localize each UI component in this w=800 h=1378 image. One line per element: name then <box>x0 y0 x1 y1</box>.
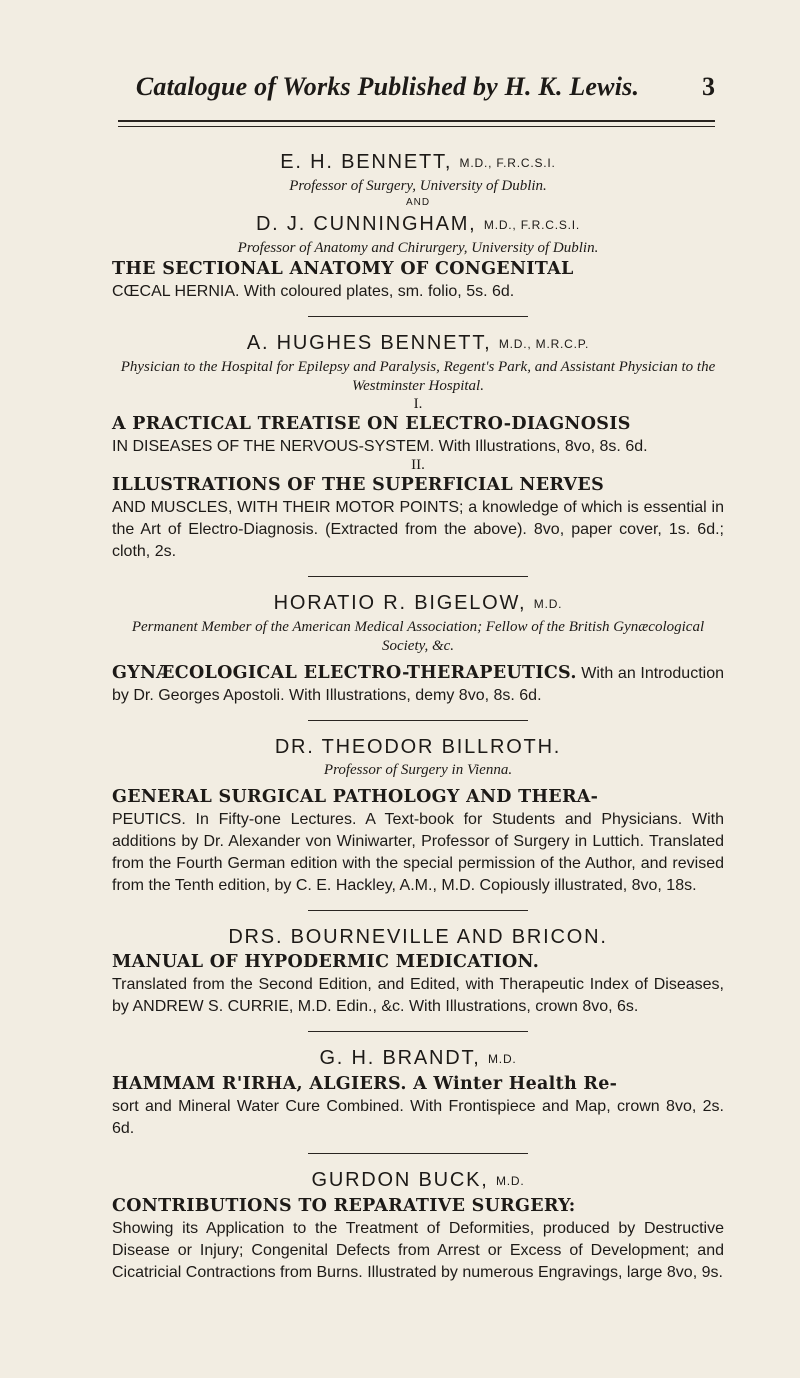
author-name: A. HUGHES BENNETT, M.D., M.R.C.P. <box>246 332 590 354</box>
work-numeral: II. <box>411 457 425 473</box>
work-item <box>112 413 724 457</box>
running-title: Catalogue of Works Published by H. K. Lewis. <box>135 72 640 101</box>
work-description: AND MUSCLES, WITH THEIR MOTOR POINTS; a knowledge of which is essential in the Art of Electro-Diagnosis. (Extracted from the above). 8vo, paper cover, 1s. 6d.; cloth, 2s. <box>112 499 724 560</box>
work-numeral: I. <box>413 396 423 412</box>
header-rule <box>118 120 715 122</box>
conjunction: AND <box>405 197 431 208</box>
work-description: Showing its Application to the Treatment of Deformities, produced by Destructive Disease or Injury; Congenital Defects from Arrest or Excess of Development; and Cicatricial Contractions from Burns. Illustrated by numerous Engravings, large 8vo, 9s. <box>112 1220 724 1281</box>
author-position: Permanent Member of the American Medical Association; Fellow of the British Gynæcological Society, &c. <box>131 619 705 654</box>
catalogue-entries <box>112 140 724 1283</box>
header-rule-thin <box>118 126 715 127</box>
work-title: ILLUSTRATIONS OF THE SUPERFICIAL NERVES <box>112 475 605 495</box>
section-divider <box>308 720 528 721</box>
catalogue-entry <box>112 923 724 1017</box>
work-item <box>112 662 724 706</box>
section-divider <box>308 910 528 911</box>
work-description: IN DISEASES OF THE NERVOUS-SYSTEM. With Illustrations, 8vo, 8s. 6d. <box>112 438 648 455</box>
author-position: Professor of Anatomy and Chirurgery, University of Dublin. <box>237 240 599 256</box>
work-item <box>112 786 724 896</box>
author-position: Professor of Surgery, University of Dublin. <box>289 178 547 194</box>
running-head <box>60 72 715 112</box>
work-item <box>112 258 724 302</box>
author-name: HORATIO R. BIGELOW, M.D. <box>273 592 563 614</box>
work-description: Translated from the Second Edition, and Edited, with Therapeutic Index of Diseases, by ANDREW S. CURRIE, M.D. Edin., &c. With Illustrations, crown 8vo, 6s. <box>112 976 724 1015</box>
section-divider <box>308 1031 528 1032</box>
catalogue-entry <box>112 148 724 302</box>
work-title: HAMMAM R'IRHA, ALGIERS. A Winter Health Re- <box>112 1074 618 1094</box>
work-item <box>112 1195 724 1283</box>
author-position: Physician to the Hospital for Epilepsy and Paralysis, Regent's Park, and Assistant Physician to the Westminster Hospital. <box>120 359 716 394</box>
work-title: A PRACTICAL TREATISE ON ELECTRO-DIAGNOSIS <box>112 414 631 434</box>
work-item <box>112 474 724 562</box>
work-description: PEUTICS. In Fifty-one Lectures. A Text-book for Students and Physicians. With additions by Dr. Alexander von Winiwarter, Professor of Surgery in Luttich. Translated from the Fourth German edition with the special permission of the Author, and revised from the Tenth edition, by C. E. Hackley, A.M., M.D. Copiously illustrated, 8vo, 18s. <box>112 811 724 894</box>
work-title: GYNÆCOLOGICAL ELECTRO-THERAPEUTICS. <box>112 663 577 683</box>
author-name: D. J. CUNNINGHAM, M.D., F.R.C.S.I. <box>255 213 581 235</box>
author-name: DR. THEODOR BILLROTH. <box>274 736 562 758</box>
catalogue-entry <box>112 733 724 896</box>
author-position: Professor of Surgery in Vienna. <box>323 762 513 778</box>
author-name: E. H. BENNETT, M.D., F.R.C.S.I. <box>280 151 556 173</box>
catalogue-entry <box>112 329 724 562</box>
author-name: G. H. BRANDT, M.D. <box>319 1047 517 1069</box>
work-title: GENERAL SURGICAL PATHOLOGY AND THERA- <box>112 787 599 807</box>
catalogue-entry <box>112 1044 724 1139</box>
work-description: With an Introduction by Dr. Georges Apostoli. With Illustrations, demy 8vo, 8s. 6d. <box>112 665 724 704</box>
work-description: CŒCAL HERNIA. With coloured plates, sm. folio, 5s. 6d. <box>112 283 515 300</box>
catalogue-entry <box>112 589 724 706</box>
work-title: THE SECTIONAL ANATOMY OF CONGENITAL <box>112 259 574 279</box>
work-item <box>112 951 724 1017</box>
page-number: 3 <box>702 72 715 101</box>
author-name: GURDON BUCK, M.D. <box>311 1169 525 1191</box>
work-title: CONTRIBUTIONS TO REPARATIVE SURGERY: <box>112 1196 576 1216</box>
work-description: sort and Mineral Water Cure Combined. With Frontispiece and Map, crown 8vo, 2s. 6d. <box>112 1098 724 1137</box>
section-divider <box>308 1153 528 1154</box>
catalogue-entry <box>112 1166 724 1283</box>
author-name: DRS. BOURNEVILLE AND BRICON. <box>228 926 608 948</box>
work-title: MANUAL OF HYPODERMIC MEDICATION. <box>112 952 540 972</box>
work-item <box>112 1073 724 1139</box>
section-divider <box>308 576 528 577</box>
section-divider <box>308 316 528 317</box>
